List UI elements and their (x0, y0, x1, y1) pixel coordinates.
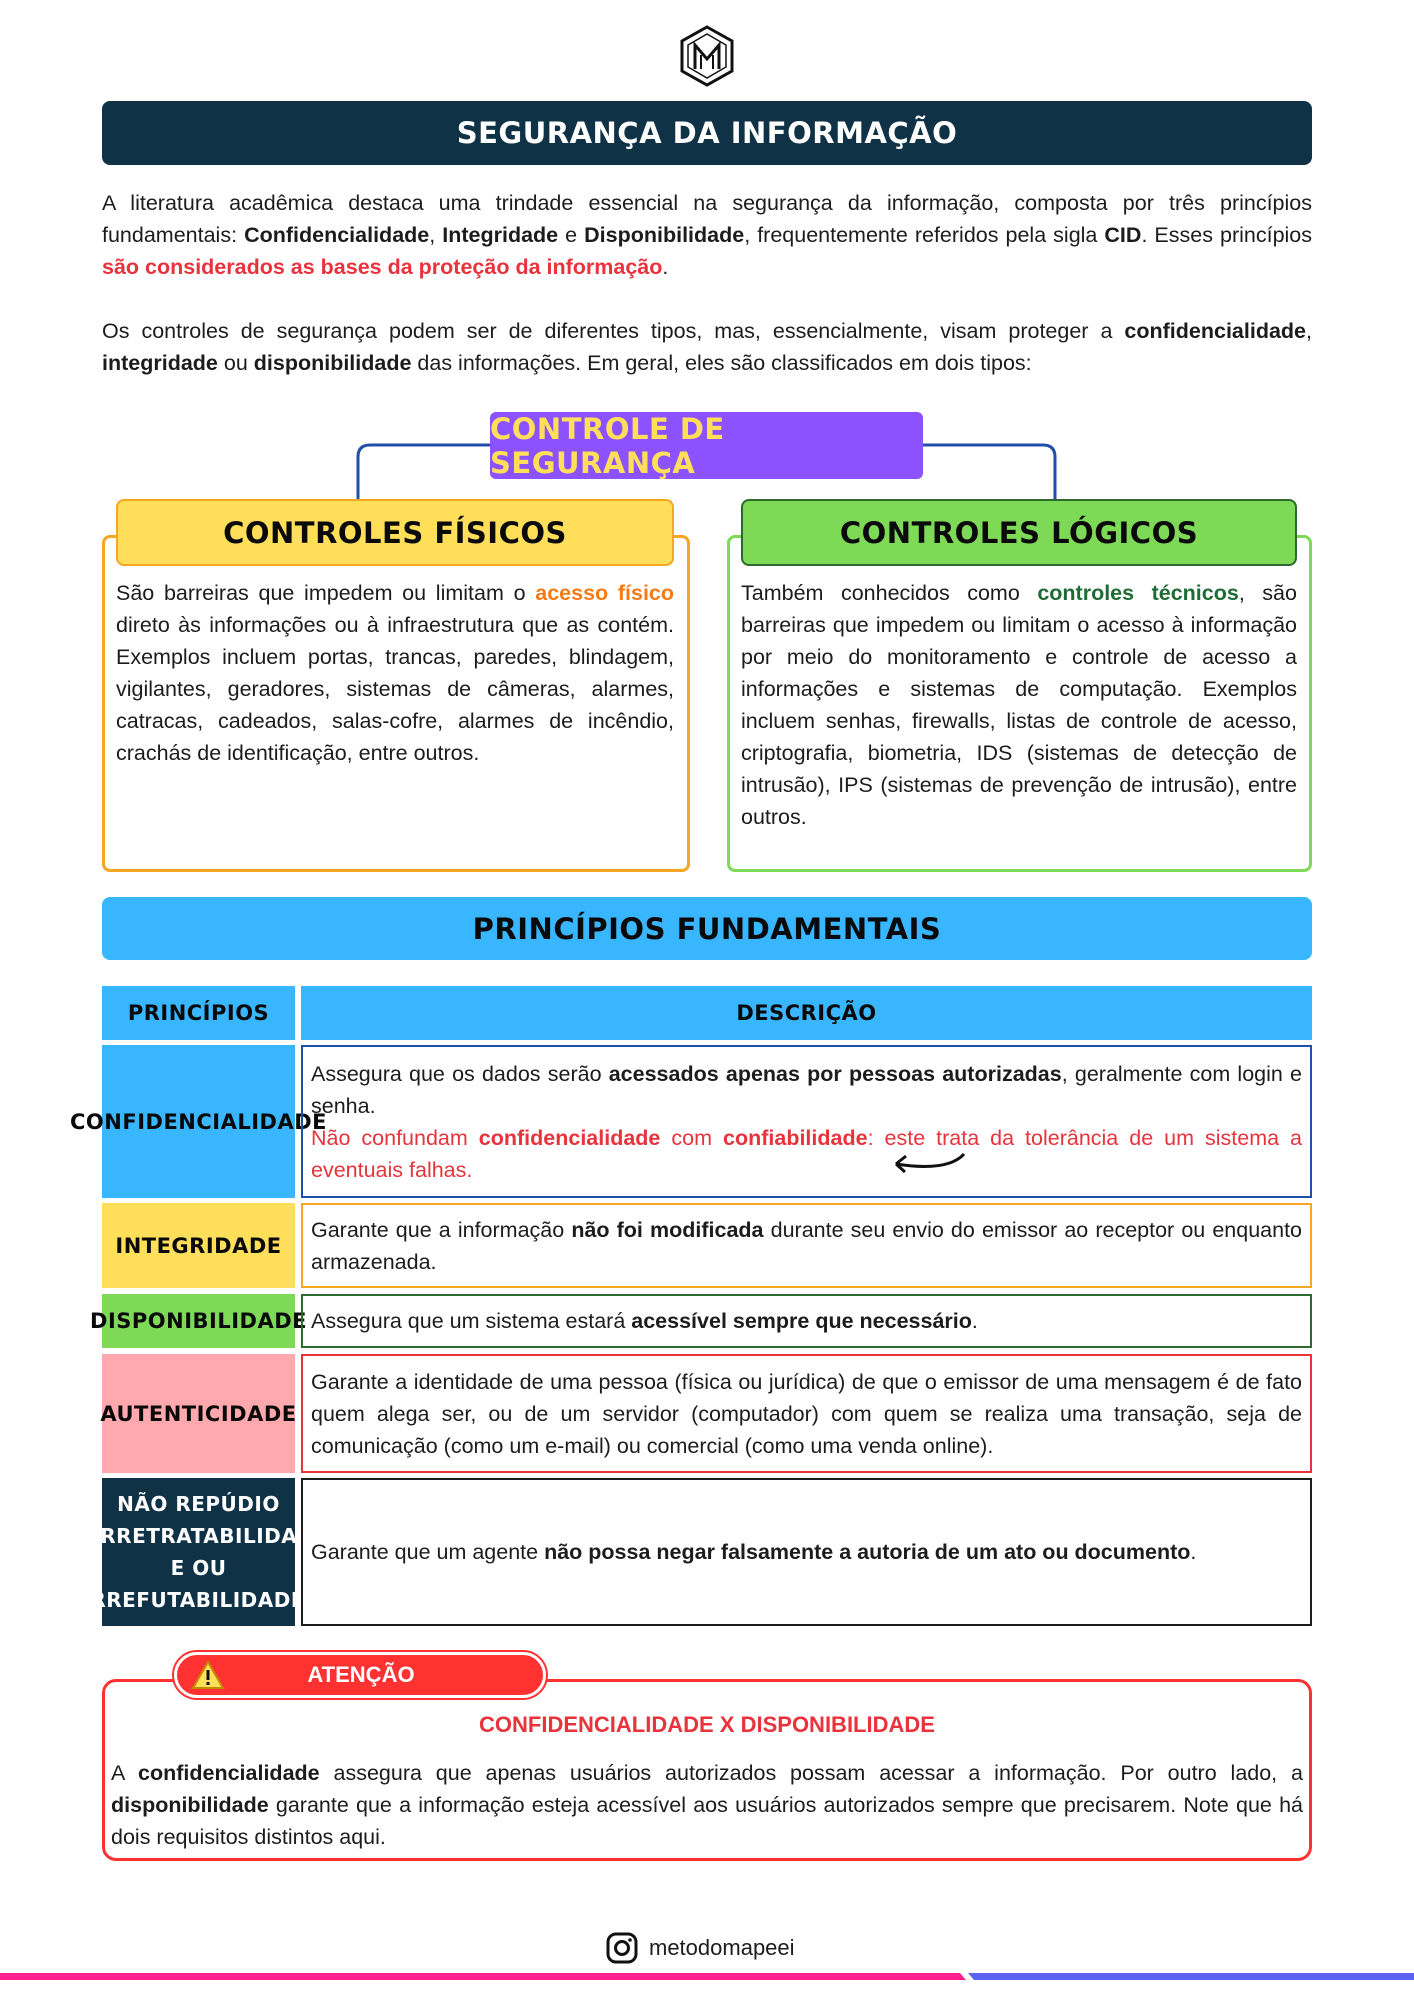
controle-de-seguranca-banner: CONTROLE DE SEGURANÇA (490, 412, 923, 479)
principios-fundamentais-banner: PRINCÍPIOS FUNDAMENTAIS (102, 897, 1312, 960)
controles-logicos-title: CONTROLES LÓGICOS (741, 499, 1297, 566)
instagram-handle[interactable]: metodomapeei (649, 1935, 795, 1960)
m-monogram-logo-icon (677, 25, 737, 87)
description-confidencialidade: Assegura que os dados serão acessados apenas por pessoas autorizadas, geralmente com login e senha. Não confundam confidencialidade com confiabilidade: este trata da tolerância de um sistema a eventuais falhas. (301, 1045, 1312, 1198)
description-disponibilidade: Assegura que um sistema estará acessível sempre que necessário. (301, 1294, 1312, 1348)
controles-logicos-text: Também conhecidos como controles técnicos, são barreiras que impedem ou limitam o acesso à informação por meio do monitoramento e controle de acesso a informações e sistemas de computação. Exemplos incluem senhas, firewalls, listas de controle de acesso, criptografia, biometria, IDS (sistemas de detecção de intrusão), IPS (sistemas de prevenção de intrusão), entre outros. (741, 581, 1297, 829)
principle-integridade: INTEGRIDADE (102, 1203, 295, 1288)
attention-subtitle: CONFIDENCIALIDADE X DISPONIBILIDADE (479, 1712, 935, 1737)
intro-paragraph: A literatura acadêmica destaca uma trindade essencial na segurança da informação, composta por três princípios fundamentais: Confidencialidade, Integridade e Disponibilidade, frequentemente referidos pela sigla CID. Esses princípios são considerados as bases da proteção da informação. (102, 191, 1313, 279)
controles-fisicos-title: CONTROLES FÍSICOS (116, 499, 674, 566)
controls-intro-paragraph: Os controles de segurança podem ser de diferentes tipos, mas, essencialmente, visam proteger a confidencialidade, integridade ou disponibilidade das informações. Em geral, eles são classificados em dois tipos: (102, 319, 1312, 375)
instagram-icon[interactable] (605, 1931, 639, 1965)
table-header-descricao: DESCRIÇÃO (301, 986, 1312, 1040)
principle-nao-repudio: NÃO REPÚDIO (IRRETRATABILIDAD E OU IRREFUTABILIDADE) (102, 1478, 295, 1626)
description-autenticidade: Garante a identidade de uma pessoa (física ou jurídica) de que o emissor de uma mensagem é de fato quem alega ser, ou de um servidor (computador) com quem se realiza uma transação, seja de comunicação (como um e-mail) ou comercial (como uma venda online). (301, 1354, 1312, 1473)
description-nao-repudio: Garante que um agente não possa negar falsamente a autoria de um ato ou documento. (301, 1478, 1312, 1626)
principle-autenticidade: AUTENTICIDADE (102, 1354, 295, 1473)
curved-arrow-icon (888, 1150, 968, 1176)
attention-label: ATENÇÃO (174, 1652, 546, 1698)
controles-fisicos-text: São barreiras que impedem ou limitam o acesso físico direto às informações ou à infraestrutura que as contém. Exemplos incluem portas, trancas, paredes, blindagem, vigilantes, geradores, sistemas de câmeras, alarmes, catracas, cadeados, salas-cofre, alarmes de incêndio, crachás de identificação, entre outros. (116, 581, 675, 765)
principle-disponibilidade: DISPONIBILIDADE (102, 1294, 295, 1348)
footer (605, 1930, 795, 1966)
description-integridade: Garante que a informação não foi modificada durante seu envio do emissor ao receptor ou enquanto armazenada. (301, 1203, 1312, 1288)
page-title: SEGURANÇA DA INFORMAÇÃO (102, 101, 1312, 165)
attention-text: A confidencialidade assegura que apenas usuários autorizados possam acessar a informação. Por outro lado, a disponibilidade garante que a informação esteja acessível aos usuários autorizados sempre que precisarem. Note que há dois requisitos distintos aqui. (111, 1761, 1303, 1849)
bottom-stripe (0, 1968, 1414, 1980)
warning-icon (191, 1660, 225, 1690)
principle-confidencialidade: CONFIDENCIALIDADE (102, 1045, 295, 1198)
table-header-principios: PRINCÍPIOS (102, 986, 295, 1040)
